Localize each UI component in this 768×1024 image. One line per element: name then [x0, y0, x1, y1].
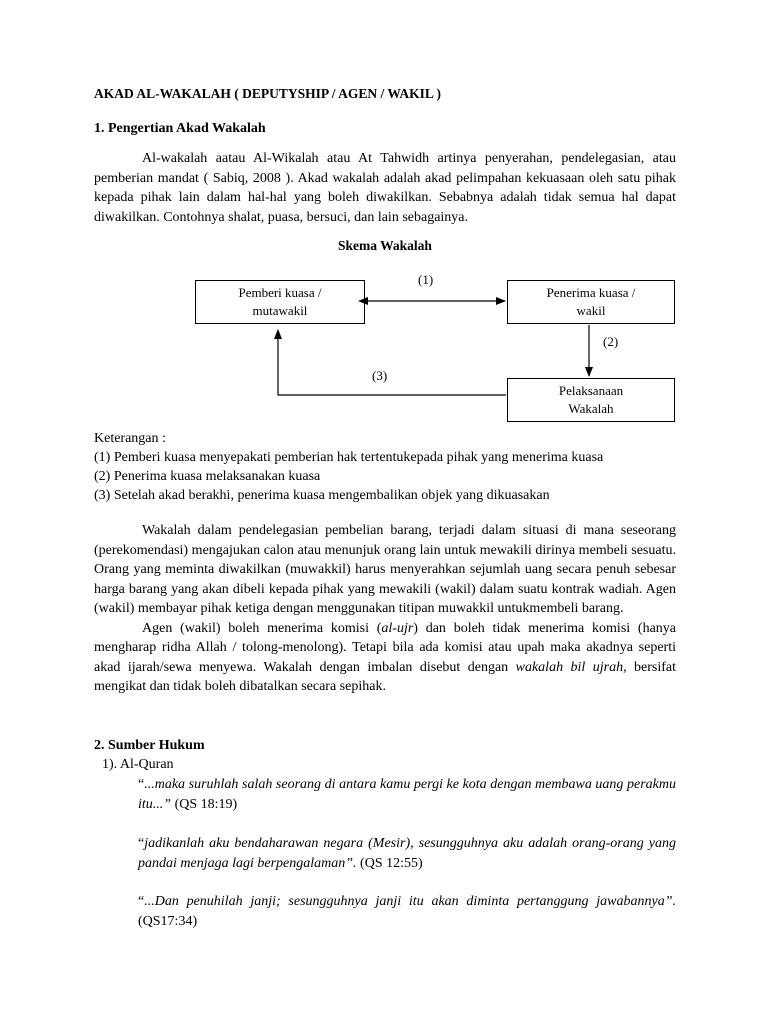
- komisi-text-3: , bersifat mengikat dan tidak boleh dibatalkan secara sepihak.: [94, 659, 676, 694]
- diagram-title: Skema Wakalah: [338, 238, 432, 253]
- quote-text: jadikanlah aku bendaharawan negara (Mesir), sesungguhnya aku adalah orang-orang yang pandai menjaga lagi berpengalaman”.: [138, 836, 676, 871]
- quote-qs-17-34: [138, 892, 676, 932]
- keterangan-item-2: (2) Penerima kuasa melaksanakan kuasa: [94, 469, 321, 484]
- document-title: AKAD AL-WAKALAH ( DEPUTYSHIP / AGEN / WAKIL ): [94, 86, 442, 101]
- al-quran-subheading: 1). Al-Quran: [102, 757, 174, 772]
- komisi-italic-al-ujr: al-ujr: [381, 620, 414, 636]
- keterangan-heading: Keterangan :: [94, 431, 166, 446]
- keterangan-item-3: (3) Setelah akad berakhi, penerima kuasa mengembalikan objek yang dikuasakan: [94, 488, 550, 503]
- keterangan-item-1: (1) Pemberi kuasa menyepakati pemberian hak tertentukepada pihak yang menerima kuasa: [94, 450, 604, 465]
- box-pelaksanaan-line2: Wakalah: [568, 401, 614, 416]
- section1-paragraph: Al-wakalah aatau Al-Wikalah atau At Tahwidh artinya penyerahan, pendelegasian, atau pemberian mandat ( Sabiq, 2008 ). Akad wakalah adalah akad pelimpahan kekuasaan oleh satu pihak kepada pihak lain dalam hal-hal yang boleh diwakilkan. Sebabnya adalah tidak semua hal dapat diwakilkan. Contohnya shalat, puasa, bersuci, dan lain sebagainya.: [94, 151, 676, 225]
- box-penerima-line2: wakil: [576, 303, 606, 318]
- box-pelaksanaan-wakalah: [507, 378, 675, 422]
- arrow-label-2: (2): [603, 334, 619, 349]
- komisi-italic-wakalah-bil-ujrah: wakalah bil ujrah: [515, 659, 624, 675]
- paragraph-block-2: [94, 521, 676, 697]
- quote-open-mark: “: [138, 894, 145, 909]
- paragraph-pembelian: Wakalah dalam pendelegasian pembelian barang, terjadi dalam situasi di mana seseorang (perekomendasi) mengajukan calon atau menunjuk orang lain untuk mewakili dirinya membeli sesuatu. Orang yang meminta diwakilkan (muwakkil) harus menyerahkan sejumlah uang secara penuh sebesar harga barang yang akan dibeli kepada pihak yang mewakili (wakil) dalam suatu kontrak wadiah. Agen (wakil) membayar pihak ketiga dengan menggunakan titipan muwakkil untukmembeli barang.: [94, 523, 676, 616]
- quote-reference: (QS 18:19): [171, 797, 238, 812]
- quote-qs-18-19: [138, 775, 676, 815]
- quote-qs-12-55: [138, 834, 676, 874]
- box-pemberi-line1: Pemberi kuasa /: [238, 285, 322, 300]
- quote-reference: (QS 12:55): [356, 856, 423, 871]
- komisi-text-1: Agen (wakil) boleh menerima komisi (: [142, 620, 382, 636]
- quote-text: ...maka suruhlah salah seorang di antara kamu pergi ke kota dengan membawa uang perakmu itu...”: [138, 777, 676, 812]
- komisi-text-2: ) dan boleh tidak menerima komisi (hanya mengharap ridha Allah / tolong-menolong). Tetapi bila ada komisi atau upah maka akadnya seperti akad ijarah/sewa menyewa. Wakalah dengan imbalan disebut dengan: [94, 620, 677, 675]
- section2-heading: 2. Sumber Hukum: [94, 738, 205, 753]
- quote-open-mark: “: [138, 836, 145, 851]
- box-pelaksanaan-line1: Pelaksanaan: [558, 383, 624, 398]
- box-penerima-line1: Penerima kuasa /: [546, 285, 636, 300]
- arrow-3-return: [278, 330, 506, 395]
- arrow-label-1: (1): [418, 272, 434, 287]
- quote-open-mark: “: [138, 777, 145, 792]
- box-penerima-kuasa: [507, 280, 675, 324]
- quote-reference: (QS17:34): [138, 914, 198, 929]
- section1-paragraph-block: [94, 149, 676, 227]
- keterangan-block: [94, 429, 694, 505]
- paragraph-komisi: [94, 619, 676, 697]
- box-pemberi-kuasa: [195, 280, 365, 324]
- quote-text: ...Dan penuhilah janji; sesungguhnya janji itu akan diminta pertanggung jawabannya”.: [144, 894, 676, 909]
- section1-heading: 1. Pengertian Akad Wakalah: [94, 121, 266, 136]
- arrow-label-3: (3): [372, 368, 388, 383]
- box-pemberi-line2: mutawakil: [252, 303, 308, 318]
